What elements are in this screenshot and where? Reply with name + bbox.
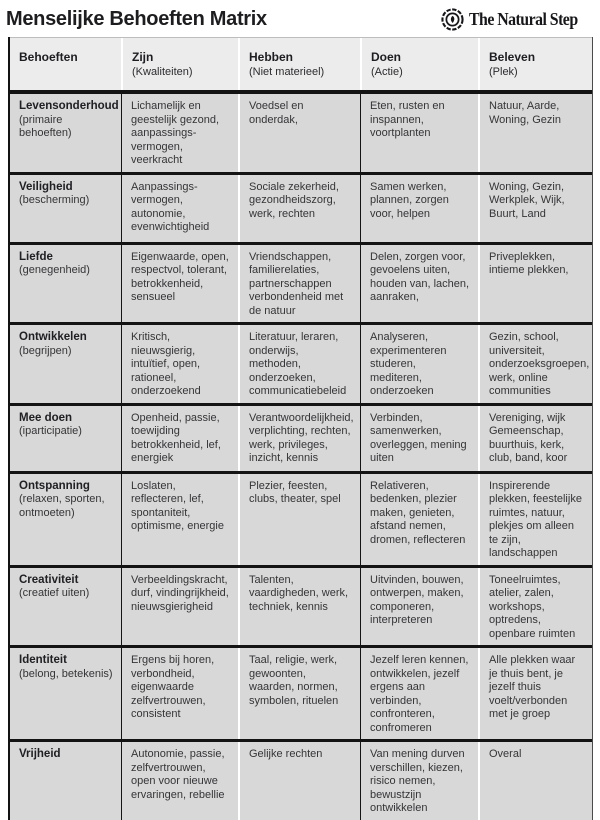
- need-sublabel: (primaire behoeften): [19, 113, 72, 139]
- hebben-cell: Literatuur, leraren, onderwijs, methoden, onderzoeken, communicatiebeleid: [238, 325, 360, 403]
- table-row-ontwikkelen: [10, 322, 592, 403]
- beleven-cell: Natuur, Aarde, Woning, Gezin: [478, 94, 592, 172]
- document-header: [0, 0, 600, 37]
- beleven-cell: Alle plekken waar je thuis bent, je jezelf thuis voelt/verbonden met je groep: [478, 648, 592, 739]
- column-sublabel: (Plek): [489, 65, 518, 78]
- beleven-cell: Woning, Gezin, Werkplek, Wijk, Buurt, Land: [478, 175, 592, 242]
- need-sublabel: (relaxen, sporten, ontmoeten): [19, 493, 105, 519]
- need-cell: [10, 648, 121, 739]
- table-row-liefde: [10, 242, 592, 323]
- table-header-row: [10, 37, 592, 94]
- need-label: Ontwikkelen: [19, 331, 87, 343]
- need-label: Liefde: [19, 250, 53, 263]
- table-row-creativiteit: [10, 565, 592, 646]
- hebben-cell: Gelijke rechten: [238, 742, 360, 820]
- doen-cell: Verbinden, samenwerken, overleggen, mening uiten: [360, 406, 478, 471]
- beleven-cell: Vereniging, wijk Gemeenschap, buurthuis, kerk, club, band, koor: [478, 406, 592, 471]
- zijn-cell: Eigenwaarde, open, respectvol, tolerant, betrokkenheid, sensueel: [121, 245, 238, 323]
- zijn-cell: Verbeeldingskracht, durf, vindingrijkheid, nieuwsgierigheid: [121, 568, 238, 646]
- need-sublabel: (creatief uiten): [19, 587, 90, 599]
- beleven-cell: Inspirerende plekken, feestelijke ruimtes, natuur, plekjes om alleen te zijn, landschappen: [478, 474, 592, 565]
- doen-cell: Relativeren, bedenken, plezier maken, genieten, afstand nemen, dromen, reflecteren: [360, 474, 478, 565]
- need-cell: [10, 742, 121, 820]
- column-label: Behoeften: [19, 50, 78, 64]
- doen-cell: Delen, zorgen voor, gevoelens uiten, houden van, lachen, aanraken,: [360, 245, 478, 323]
- need-cell: [10, 245, 121, 323]
- column-header-hebben: [238, 38, 360, 90]
- need-sublabel: (genegenheid): [19, 264, 90, 276]
- column-sublabel: (Actie): [371, 65, 403, 78]
- hebben-cell: Sociale zekerheid, gezondheidszorg, werk, rechten: [238, 175, 360, 242]
- natural-step-logo: [441, 8, 594, 31]
- hebben-cell: Voedsel en onderdak,: [238, 94, 360, 172]
- need-cell: [10, 568, 121, 646]
- hebben-cell: Verantwoordelijkheid, verplichting, rechten, werk, privileges, inzicht, kennis: [238, 406, 360, 471]
- beleven-cell: Toneelruimtes, atelier, zalen, workshops, optredens, openbare ruimten: [478, 568, 592, 646]
- column-header-beleven: [478, 38, 592, 90]
- need-cell: [10, 175, 121, 242]
- zijn-cell: Aanpassings-vermogen, autonomie, evenwichtigheid: [121, 175, 238, 242]
- need-cell: [10, 94, 121, 172]
- need-label: Vrijheid: [19, 748, 61, 760]
- need-label: Veiligheid: [19, 180, 73, 193]
- doen-cell: Jezelf leren kennen, ontwikkelen, jezelf ergens aan verbinden, confronteren, confromeren: [360, 648, 478, 739]
- doen-cell: Eten, rusten en inspannen, voortplanten: [360, 94, 478, 172]
- column-label: Hebben: [249, 50, 294, 64]
- doen-cell: Van mening durven verschillen, kiezen, risico nemen, bewustzijn ontwikkelen: [360, 742, 478, 820]
- doen-cell: Analyseren, experimenteren studeren, mediteren, onderzoeken: [360, 325, 478, 403]
- need-label: Creativiteit: [19, 573, 79, 586]
- column-label: Zijn: [132, 50, 154, 64]
- need-cell: [10, 325, 121, 403]
- table-row-ontspanning: [10, 471, 592, 565]
- natural-step-logo-text: The Natural Step: [468, 9, 578, 29]
- need-sublabel: (iparticipatie): [19, 425, 82, 437]
- hebben-cell: Plezier, feesten, clubs, theater, spel: [238, 474, 360, 565]
- column-label: Beleven: [489, 50, 536, 64]
- table-row-mee-doen: [10, 403, 592, 471]
- doen-cell: Uitvinden, bouwen, ontwerpen, maken, componeren, interpreteren: [360, 568, 478, 646]
- need-label: Identiteit: [19, 654, 67, 666]
- table-row-levensonderhoud: [10, 94, 592, 172]
- need-sublabel: (belong, betekenis): [19, 667, 113, 680]
- table-row-veiligheid: [10, 172, 592, 242]
- column-sublabel: (Niet materieel): [249, 65, 325, 78]
- zijn-cell: Kritisch, nieuwsgierig, intuïtief, open, rationeel, onderzoekend: [121, 325, 238, 403]
- beleven-cell: Priveplekken, intieme plekken,: [478, 245, 592, 323]
- need-label: Mee doen: [19, 411, 73, 424]
- page-title: Menselijke Behoeften Matrix: [6, 8, 267, 30]
- hebben-cell: Talenten, vaardigheden, werk, techniek, kennis: [238, 568, 360, 646]
- hebben-cell: Taal, religie, werk, gewoonten, waarden, normen, symbolen, rituelen: [238, 648, 360, 739]
- beleven-cell: Overal: [478, 742, 592, 820]
- beleven-cell: Gezin, school, universiteit, onderzoeksgroepen, werk, online communities: [478, 325, 592, 403]
- column-header-zijn: [121, 38, 238, 90]
- zijn-cell: Lichamelijk en geestelijk gezond, aanpassings-vermogen, veerkracht: [121, 94, 238, 172]
- need-sublabel: (begrijpen): [19, 344, 72, 357]
- zijn-cell: Loslaten, reflecteren, lef, spontaniteit, optimisme, energie: [121, 474, 238, 565]
- column-header-doen: [360, 38, 478, 90]
- natural-step-emblem-icon: [441, 8, 464, 31]
- need-label: Ontspanning: [19, 479, 90, 492]
- table-row-vrijheid: [10, 739, 592, 820]
- need-label: Levensonderhoud: [19, 100, 119, 112]
- doen-cell: Samen werken, plannen, zorgen voor, helpen: [360, 175, 478, 242]
- table-row-identiteit: [10, 645, 592, 739]
- hebben-cell: Vriendschappen, familierelaties, partnerschappen verbondenheid met de natuur: [238, 245, 360, 323]
- zijn-cell: Openheid, passie, toewijding betrokkenheid, lef, energiek: [121, 406, 238, 471]
- need-sublabel: (bescherming): [19, 194, 90, 206]
- column-sublabel: (Kwaliteiten): [132, 65, 193, 78]
- need-cell: [10, 406, 121, 471]
- column-label: Doen: [371, 50, 401, 64]
- zijn-cell: Autonomie, passie, zelfvertrouwen, open voor nieuwe ervaringen, rebellie: [121, 742, 238, 820]
- needs-matrix-table: [8, 37, 593, 820]
- zijn-cell: Ergens bij horen, verbondheid, eigenwaarde zelfvertrouwen, consistent: [121, 648, 238, 739]
- column-header-behoeften: [10, 38, 121, 90]
- need-cell: [10, 474, 121, 565]
